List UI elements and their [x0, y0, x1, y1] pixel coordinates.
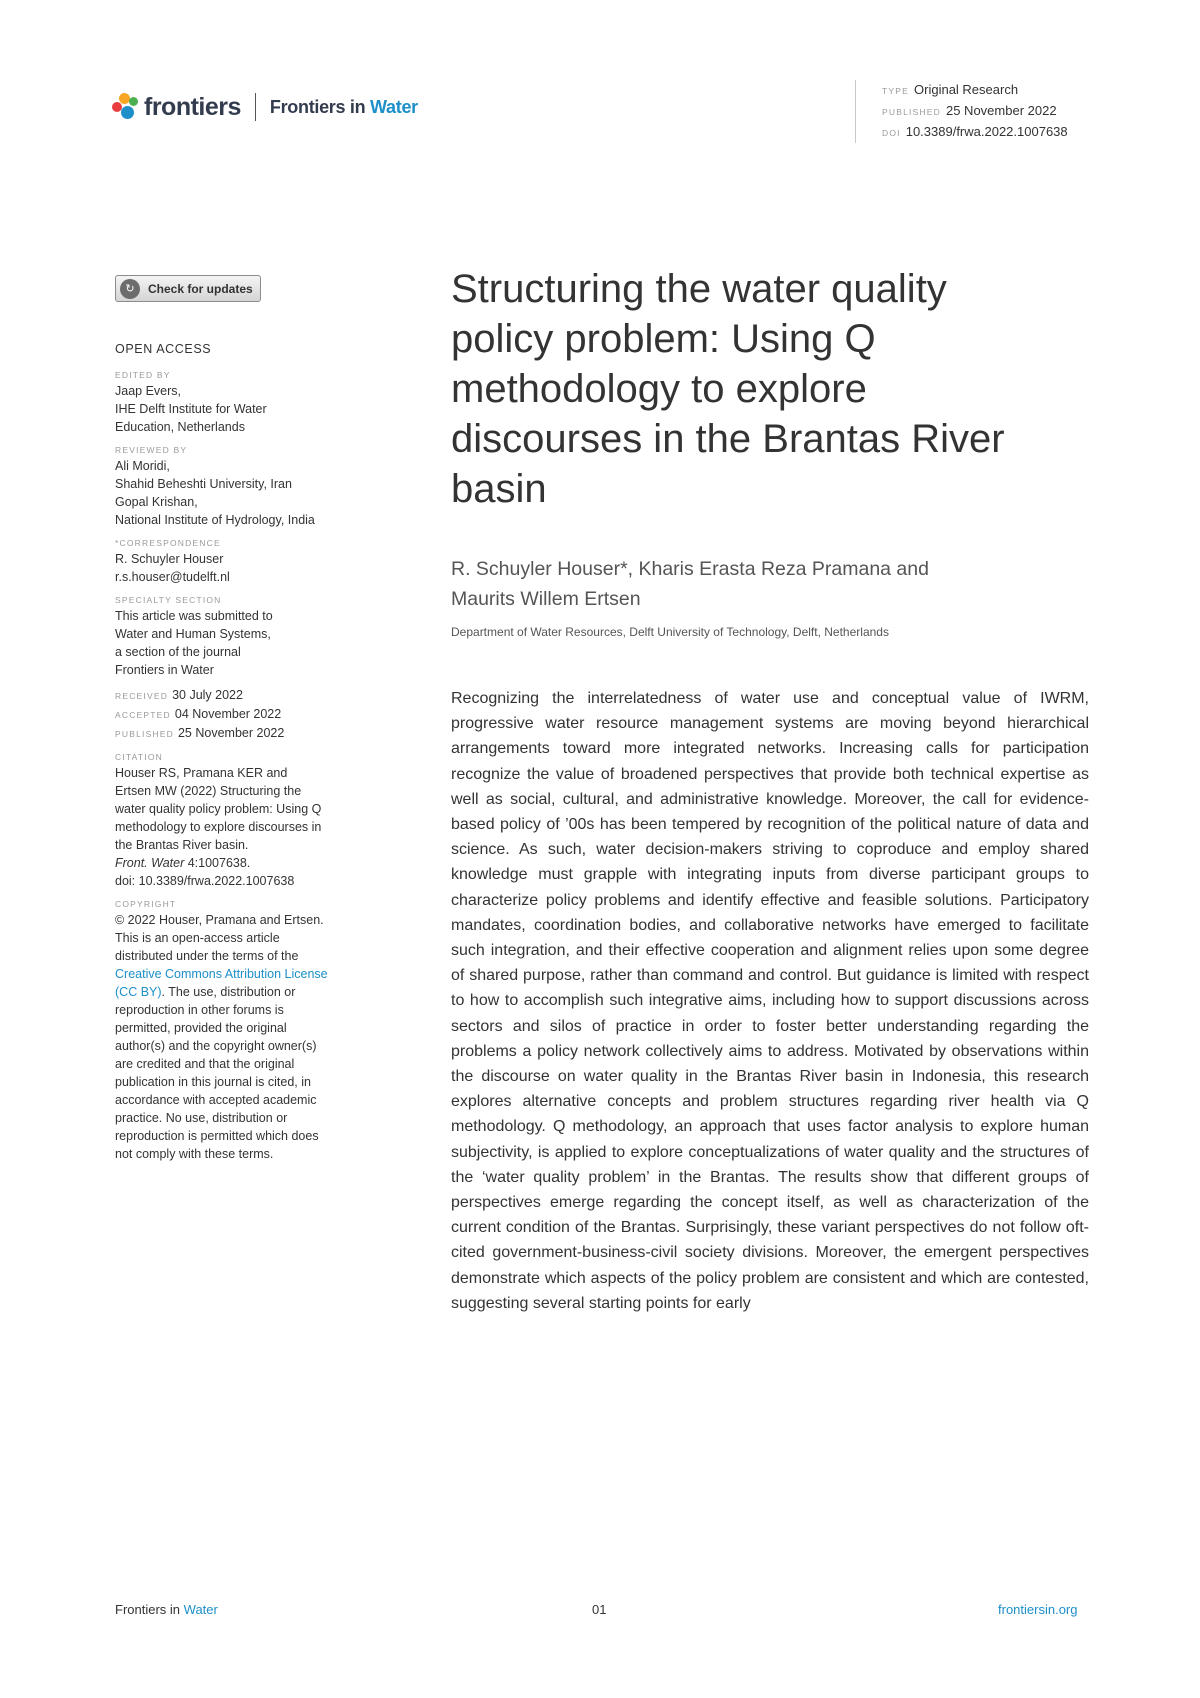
published-date: PUBLISHED 25 November 2022	[115, 726, 285, 740]
check-for-updates-button[interactable]	[115, 275, 261, 302]
abstract-text: Recognizing the interrelatedness of water use and conceptual value of IWRM, progressive water resource management systems are moving beyond hierarchical arrangements toward more integrated networks. Increasing calls for participation recognize the value of broadened perspectives that provide both technical expertise as well as social, cultural, and administrative knowledge. Moreover, the call for evidence-based policy of ’00s has been tempered by recognition of the political nature of data and science. As such, water decision-makers striving to coproduce and employ shared knowledge must grapple with integrating inputs from diverse participant groups to characterize policy problems and identify effective and feasible solutions. Participatory mandates, coordination bodies, and collaborative networks have emerged to facilitate such integration, and their effective cooperation and alignment relies upon some degree of shared purpose, rather than command and control. But guidance is limited with respect to how to accomplish such integrative aims, including how to support discussions across sectors and silos of practice in order to foster better understanding regarding the problems a policy network collectively aims to address. Motivated by observations within the discourse on water quality in the Brantas River basin in Indonesia, this research explores alternative concepts and problem structures regarding river health via Q methodology. Q methodology, an approach that uses factor analysis to explore human subjectivity, is applied to explore conceptualizations of water quality and the structures of the ‘water quality problem’ in the Brantas. The results show that different groups of perspectives emerge regarding the concept itself, as well as characterization of the current condition of the Brantas. Surprisingly, these variant perspectives do not follow oft-cited government-business-civil society divisions. Moreover, the emergent perspectives demonstrate which aspects of the policy problem are consistent and which are contested, suggesting several starting points for early	[451, 690, 1089, 1312]
correspondence-block: *CORRESPONDENCE R. Schuyler Houser r.s.houser@tudelft.nl	[115, 536, 375, 586]
footer-site-link[interactable]: frontiersin.org	[998, 1602, 1078, 1617]
refresh-icon: ↻	[120, 279, 140, 299]
article-title: Structuring the water quality policy problem: Using Q methodology to explore discourses in the Brantas River basin	[451, 267, 1005, 511]
journal-logo[interactable]	[112, 90, 418, 124]
affiliation: Department of Water Resources, Delft University of Technology, Delft, Netherlands	[451, 625, 889, 639]
correspondence-email[interactable]: r.s.houser@tudelft.nl	[115, 570, 230, 584]
page-number: 01	[592, 1602, 607, 1617]
cc-by-link[interactable]: (CC BY)	[115, 985, 162, 999]
received-date: RECEIVED 30 July 2022	[115, 688, 243, 702]
cc-license-link[interactable]: Creative Commons Attribution License	[115, 967, 328, 981]
article-meta	[855, 80, 1068, 143]
footer-journal: Frontiers in Water	[115, 1602, 218, 1617]
frontiers-logo-icon	[112, 93, 140, 121]
citation-doi[interactable]: doi: 10.3389/frwa.2022.1007638	[115, 874, 295, 888]
sidebar	[115, 342, 375, 1170]
meta-doi[interactable]: DOI 10.3389/frwa.2022.1007638	[882, 124, 1068, 139]
citation-block: CITATION Houser RS, Pramana KER and Ertsen MW (2022) Structuring the water quality policy problem: Using Q methodology to explore discourses in the Brantas River basin. Front. Water 4:1007638. doi: 10.3389/frwa.2022.1007638	[115, 750, 375, 890]
author-list: R. Schuyler Houser*, Kharis Erasta Reza Pramana and Maurits Willem Ertsen	[451, 558, 929, 610]
check-for-updates-label: Check for updates	[148, 281, 253, 296]
reviewed-by-block: REVIEWED BY Ali Moridi, Shahid Beheshti University, Iran Gopal Krishan, National Institute of Hydrology, India	[115, 445, 315, 527]
dates-block	[115, 686, 375, 743]
accepted-date: ACCEPTED 04 November 2022	[115, 707, 282, 721]
meta-type: TYPE Original Research	[882, 82, 1019, 97]
specialty-section-block: SPECIALTY SECTION This article was submitted to Water and Human Systems, a section of the journal Frontiers in Water	[115, 595, 273, 677]
brand-name: frontiers	[144, 92, 241, 121]
journal-name: Frontiers in Water	[269, 96, 418, 117]
meta-published: PUBLISHED 25 November 2022	[882, 103, 1057, 118]
copyright-block: COPYRIGHT © 2022 Houser, Pramana and Ertsen. This is an open-access article distributed under the terms of the Creative Commons Attribution License (CC BY). The use, distribution or reproduction in other forums is permitted, provided the original author(s) and the copyright owner(s) are credited and that the original publication in this journal is cited, in accordance with accepted academic practice. No use, distribution or reproduction is permitted which does not comply with these terms.	[115, 899, 328, 1161]
logo-divider	[255, 93, 256, 121]
edited-by-block: EDITED BY Jaap Evers, IHE Delft Institute for Water Education, Netherlands	[115, 370, 267, 434]
open-access-label: OPEN ACCESS	[115, 342, 212, 356]
